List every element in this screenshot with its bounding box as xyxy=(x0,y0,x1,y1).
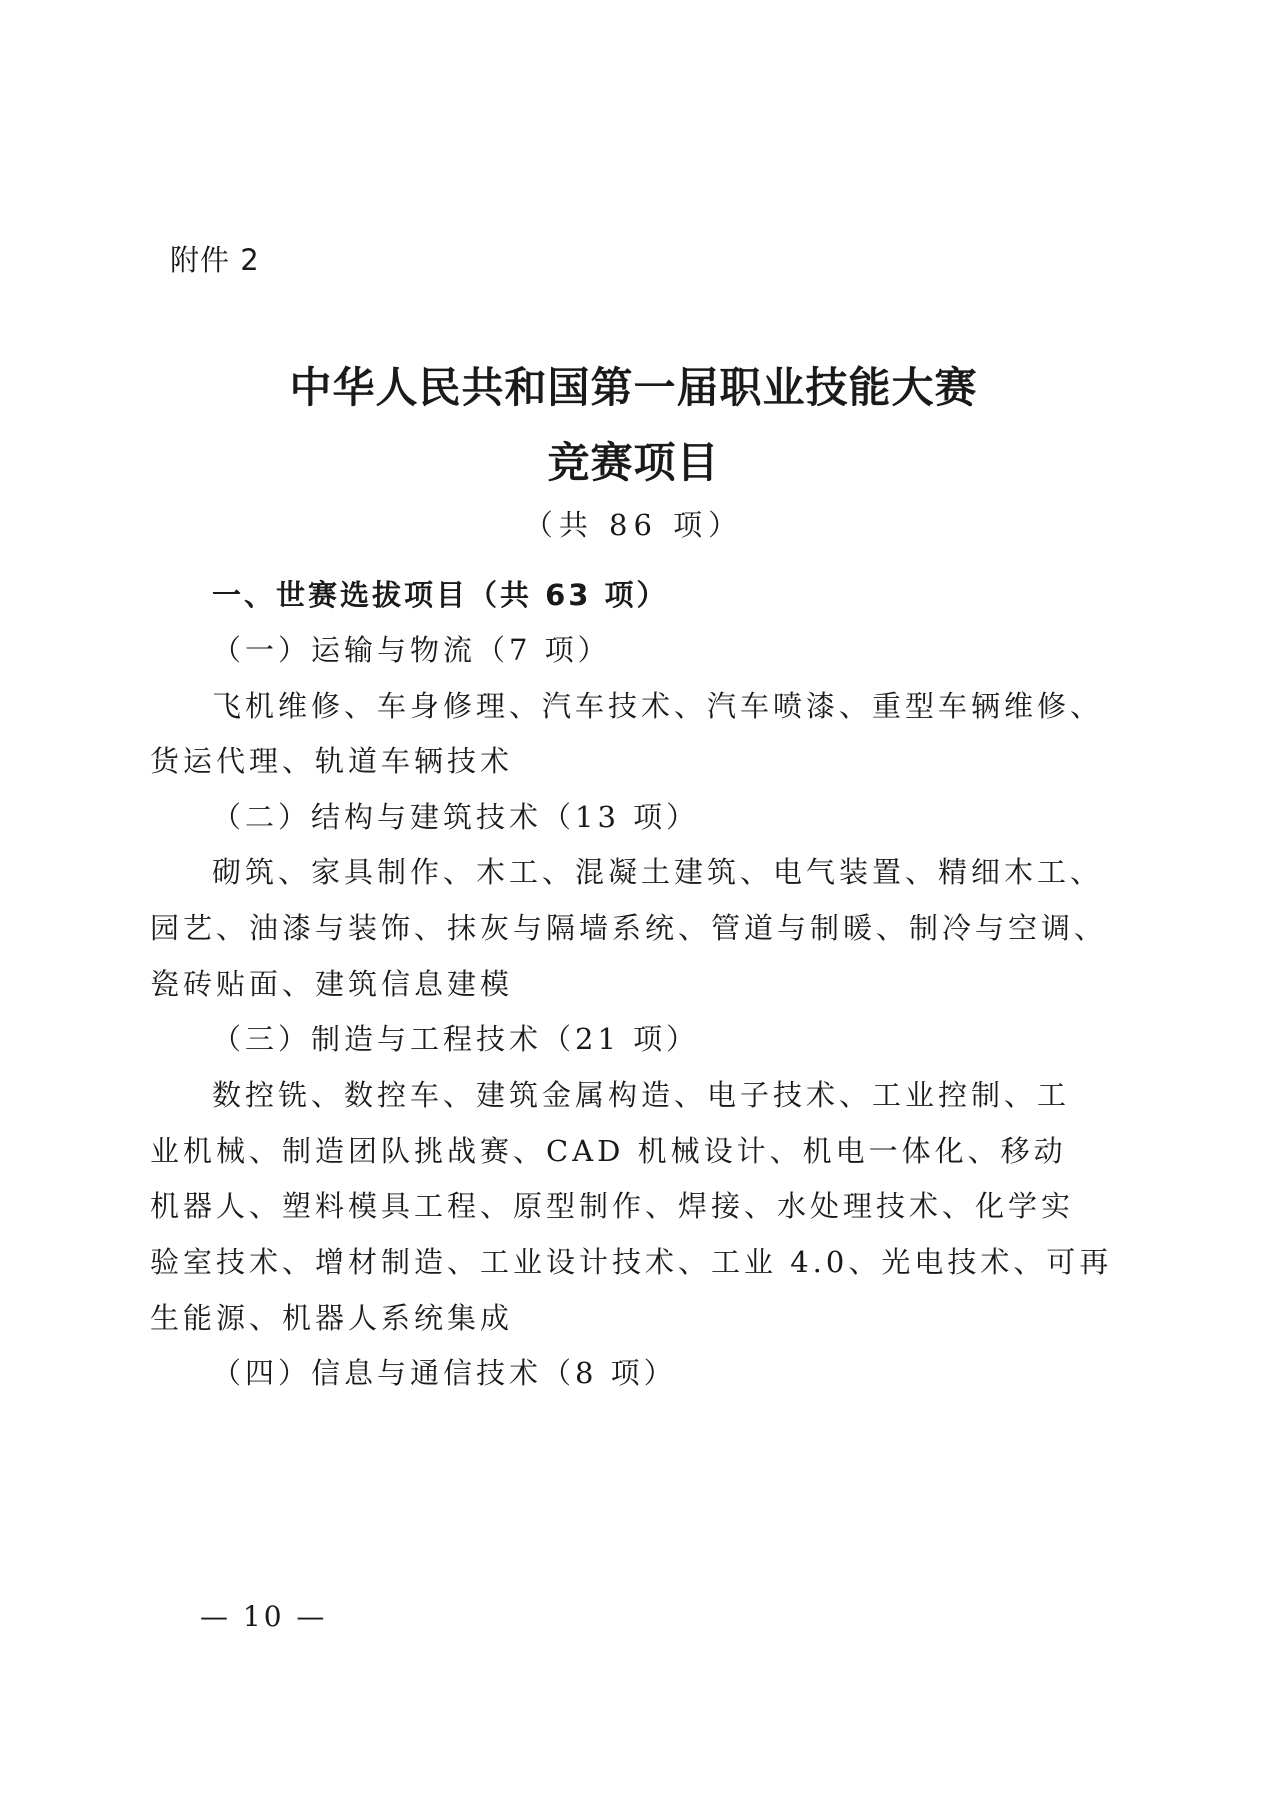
category-heading-transport: （一）运输与物流（7 项） xyxy=(212,633,611,667)
category-items-line: 业机械、制造团队挑战赛、CAD 机械设计、机电一体化、移动 xyxy=(150,1134,1067,1168)
category-heading-manufacturing: （三）制造与工程技术（21 项） xyxy=(212,1022,700,1056)
category-items-line: 数控铣、数控车、建筑金属构造、电子技术、工业控制、工 xyxy=(212,1078,1071,1112)
category-items-line: 货运代理、轨道车辆技术 xyxy=(150,744,514,778)
section-heading: 一、世赛选拔项目（共 63 项） xyxy=(212,578,669,612)
category-items-line: 园艺、油漆与装饰、抹灰与隔墙系统、管道与制暖、制冷与空调、 xyxy=(150,911,1108,945)
category-items-line: 飞机维修、车身修理、汽车技术、汽车喷漆、重型车辆维修、 xyxy=(212,689,1104,723)
page-number: — 10 — xyxy=(200,1600,328,1633)
category-items-line: 砌筑、家具制作、木工、混凝土建筑、电气装置、精细木工、 xyxy=(212,855,1104,889)
document-title-line-1: 中华人民共和国第一届职业技能大赛 xyxy=(289,363,978,412)
category-items-line: 机器人、塑料模具工程、原型制作、焊接、水处理技术、化学实 xyxy=(150,1189,1075,1223)
attachment-label: 附件 2 xyxy=(170,243,260,277)
document-subtitle: （共 86 项） xyxy=(523,508,744,542)
category-items-line: 瓷砖贴面、建筑信息建模 xyxy=(150,967,514,1001)
document-title-line-2: 竞赛项目 xyxy=(547,438,720,487)
category-heading-construction: （二）结构与建筑技术（13 项） xyxy=(212,800,700,834)
category-heading-ict: （四）信息与通信技术（8 项） xyxy=(212,1356,677,1390)
category-items-line: 验室技术、增材制造、工业设计技术、工业 4.0、光电技术、可再 xyxy=(150,1245,1113,1279)
category-items-line: 生能源、机器人系统集成 xyxy=(150,1301,514,1335)
